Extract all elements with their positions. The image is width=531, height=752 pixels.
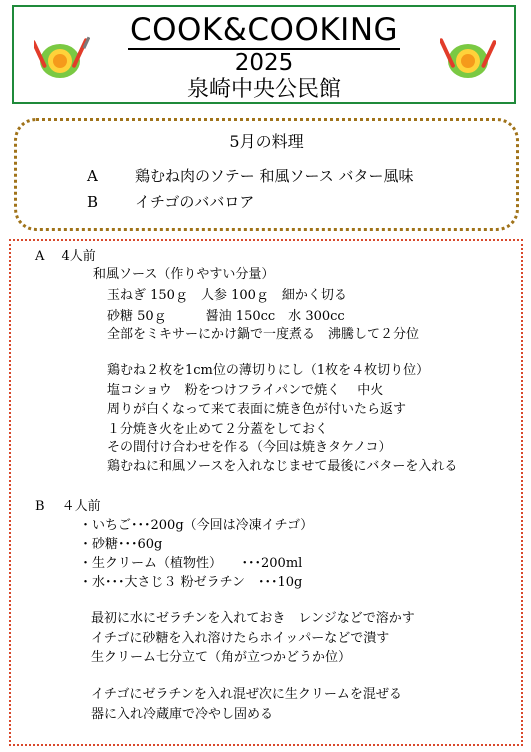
recipe-line: イチゴに砂糖を入れ溶けたらホイッパーなどで潰す	[91, 631, 390, 646]
venue-label: 泉崎中央公民館	[186, 77, 341, 102]
recipe-line: ・水･･･大さじ３ 粉ゼラチン ･･･10g	[79, 575, 303, 590]
recipe-line: 塩コショウ 粉をつけフライパンで焼く 中火	[107, 383, 384, 398]
plate-icon	[440, 31, 496, 87]
recipe-b-title: B ４人前	[35, 499, 101, 514]
recipe-line: ・生クリーム（植物性） ･･･200ml	[79, 556, 303, 571]
recipe-line: 砂糖 50ｇ 醤油 150cc 水 300cc	[107, 309, 345, 324]
menu-item-key: A	[87, 167, 98, 185]
recipe-line: ・いちご･･･200g（今回は冷凍イチゴ）	[79, 518, 314, 533]
recipe-line: 鶏むね２枚を1cm位の薄切りにし（1枚を４枚切り位）	[107, 363, 430, 378]
recipe-line: その間付け合わせを作る（今回は焼きタケノコ）	[107, 440, 392, 455]
header-box	[12, 5, 516, 104]
menu-heading: 5月の料理	[229, 132, 304, 151]
menu-item	[87, 191, 254, 212]
recipe-line: イチゴにゼラチンを入れ混ぜ次に生クリームを混ぜる	[91, 687, 402, 702]
recipe-line: 和風ソース（作りやすい分量）	[93, 267, 275, 282]
page-title: COOK&COOKING	[129, 12, 399, 48]
recipe-line: 最初に水にゼラチンを入れておき レンジなどで溶かす	[91, 611, 415, 626]
recipe-line: 全部をミキサーにかけ鍋で一度煮る 沸騰して２分位	[107, 327, 420, 342]
recipe-line: 生クリーム七分立て（角が立つかどうか位）	[91, 650, 352, 665]
recipe-line: 鶏むねに和風ソースを入れなじませて最後にバターを入れる	[107, 459, 458, 474]
recipe-line: ・砂糖･･･60g	[79, 537, 163, 552]
menu-item-key: B	[87, 193, 99, 211]
menu-item-name: イチゴのババロア	[135, 193, 255, 211]
recipe-line: 周りが白くなって来て表面に焼き色が付いたら返す	[107, 402, 407, 417]
recipe-line: 玉ねぎ 150ｇ 人参 100ｇ 細かく切る	[107, 288, 347, 303]
recipe-line: １分焼き火を止めて２分蓋をしておく	[107, 422, 329, 437]
menu-box	[14, 118, 519, 231]
recipe-box	[9, 239, 523, 746]
recipe-a-title: A 4人前	[35, 249, 96, 264]
recipe-line: 器に入れ冷蔵庫で冷やし固める	[91, 707, 274, 722]
menu-item-name: 鶏むね肉のソテー 和風ソース バター風味	[135, 167, 414, 185]
menu-item	[87, 165, 414, 186]
year-label: 2025	[234, 50, 294, 76]
